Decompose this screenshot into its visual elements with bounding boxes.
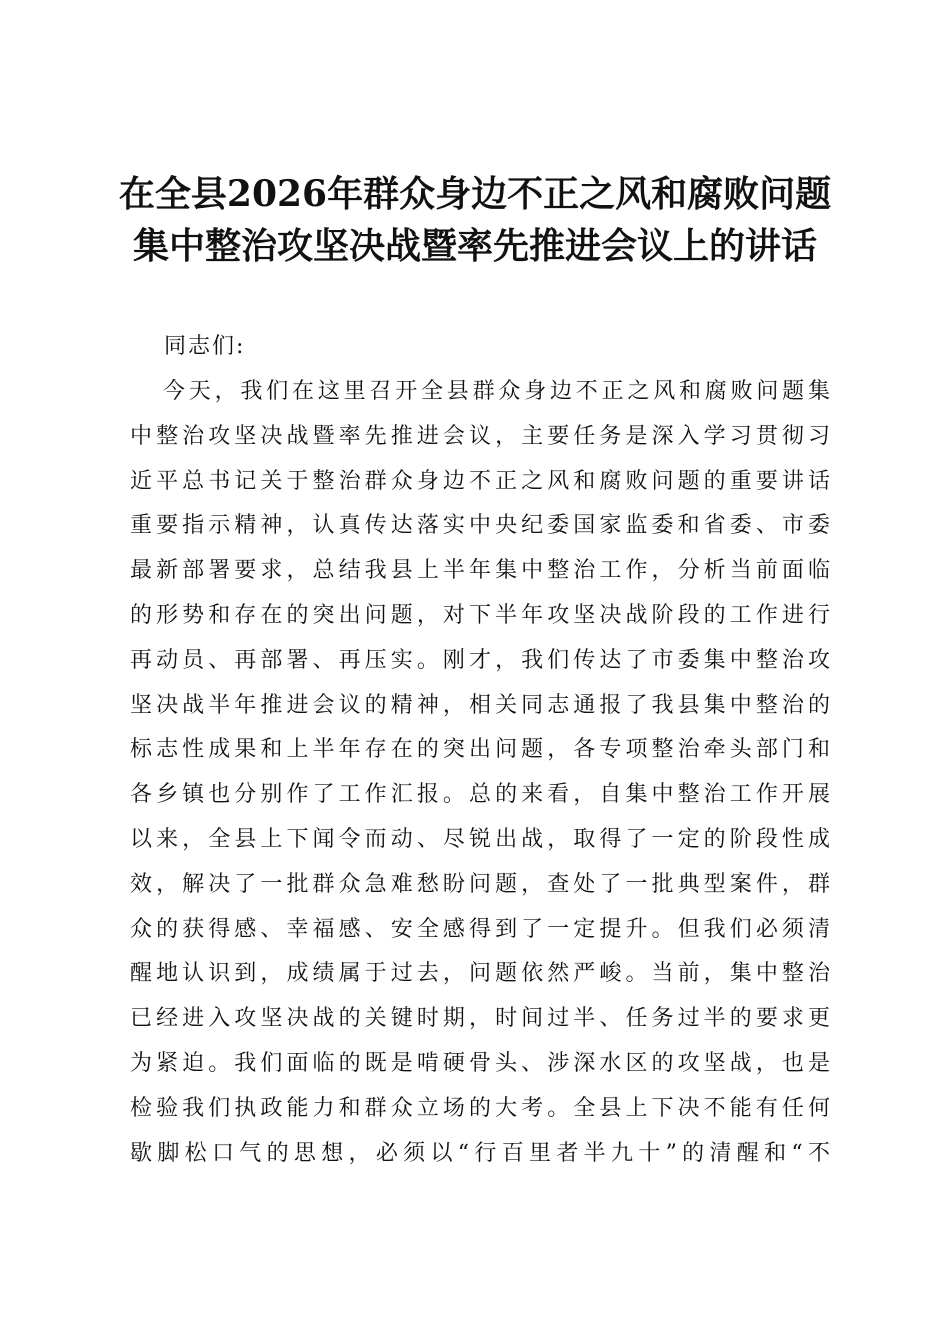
paragraph-line: 为紧迫。我们面临的既是啃硬骨头、涉深水区的攻坚战，也是 xyxy=(130,1050,830,1076)
paragraph-line: 已经进入攻坚决战的关键时期，时间过半、任务过半的要求更 xyxy=(130,1006,830,1032)
paragraph-line: 众的获得感、幸福感、安全感得到了一定提升。但我们必须清 xyxy=(130,916,830,942)
paragraph-line: 坚决战半年推进会议的精神，相关同志通报了我县集中整治的 xyxy=(130,692,830,718)
paragraph-line: 标志性成果和上半年存在的突出问题，各专项整治牵头部门和 xyxy=(130,737,830,763)
paragraph-line: 效，解决了一批群众急难愁盼问题，查处了一批典型案件，群 xyxy=(130,871,830,897)
paragraph-line: 近平总书记关于整治群众身边不正之风和腐败问题的重要讲话 xyxy=(130,468,830,494)
paragraph-line: 歇脚松口气的思想，必须以“行百里者半九十”的清醒和“不 xyxy=(130,1140,830,1166)
paragraph-line: 各乡镇也分别作了工作汇报。总的来看，自集中整治工作开展 xyxy=(130,782,830,808)
salutation: 同志们: xyxy=(164,334,246,359)
paragraph-line: 再动员、再部署、再压实。刚才，我们传达了市委集中整治攻 xyxy=(130,647,830,673)
paragraph-line: 以来，全县上下闻令而动、尽锐出战，取得了一定的阶段性成 xyxy=(130,826,830,852)
document-title xyxy=(100,168,850,272)
title-line-2: 集中整治攻坚决战暨率先推进会议上的讲话 xyxy=(132,225,817,267)
paragraph-line: 重要指示精神，认真传达落实中央纪委国家监委和省委、市委 xyxy=(130,513,830,539)
paragraph-line: 检验我们执政能力和群众立场的大考。全县上下决不能有任何 xyxy=(130,1095,830,1121)
paragraph-line: 中整治攻坚决战暨率先推进会议，主要任务是深入学习贯彻习 xyxy=(130,423,830,449)
paragraph-line: 今天，我们在这里召开全县群众身边不正之风和腐败问题集 xyxy=(163,379,830,404)
paragraph-line: 的形势和存在的突出问题，对下半年攻坚决战阶段的工作进行 xyxy=(130,602,830,628)
title-line-1: 在全县2026年群众身边不正之风和腐败问题 xyxy=(118,173,832,215)
paragraph-line: 醒地认识到，成绩属于过去，问题依然严峻。当前，集中整治 xyxy=(130,961,830,987)
body-paragraph xyxy=(130,370,830,1176)
paragraph-line: 最新部署要求，总结我县上半年集中整治工作，分析当前面临 xyxy=(130,558,830,584)
